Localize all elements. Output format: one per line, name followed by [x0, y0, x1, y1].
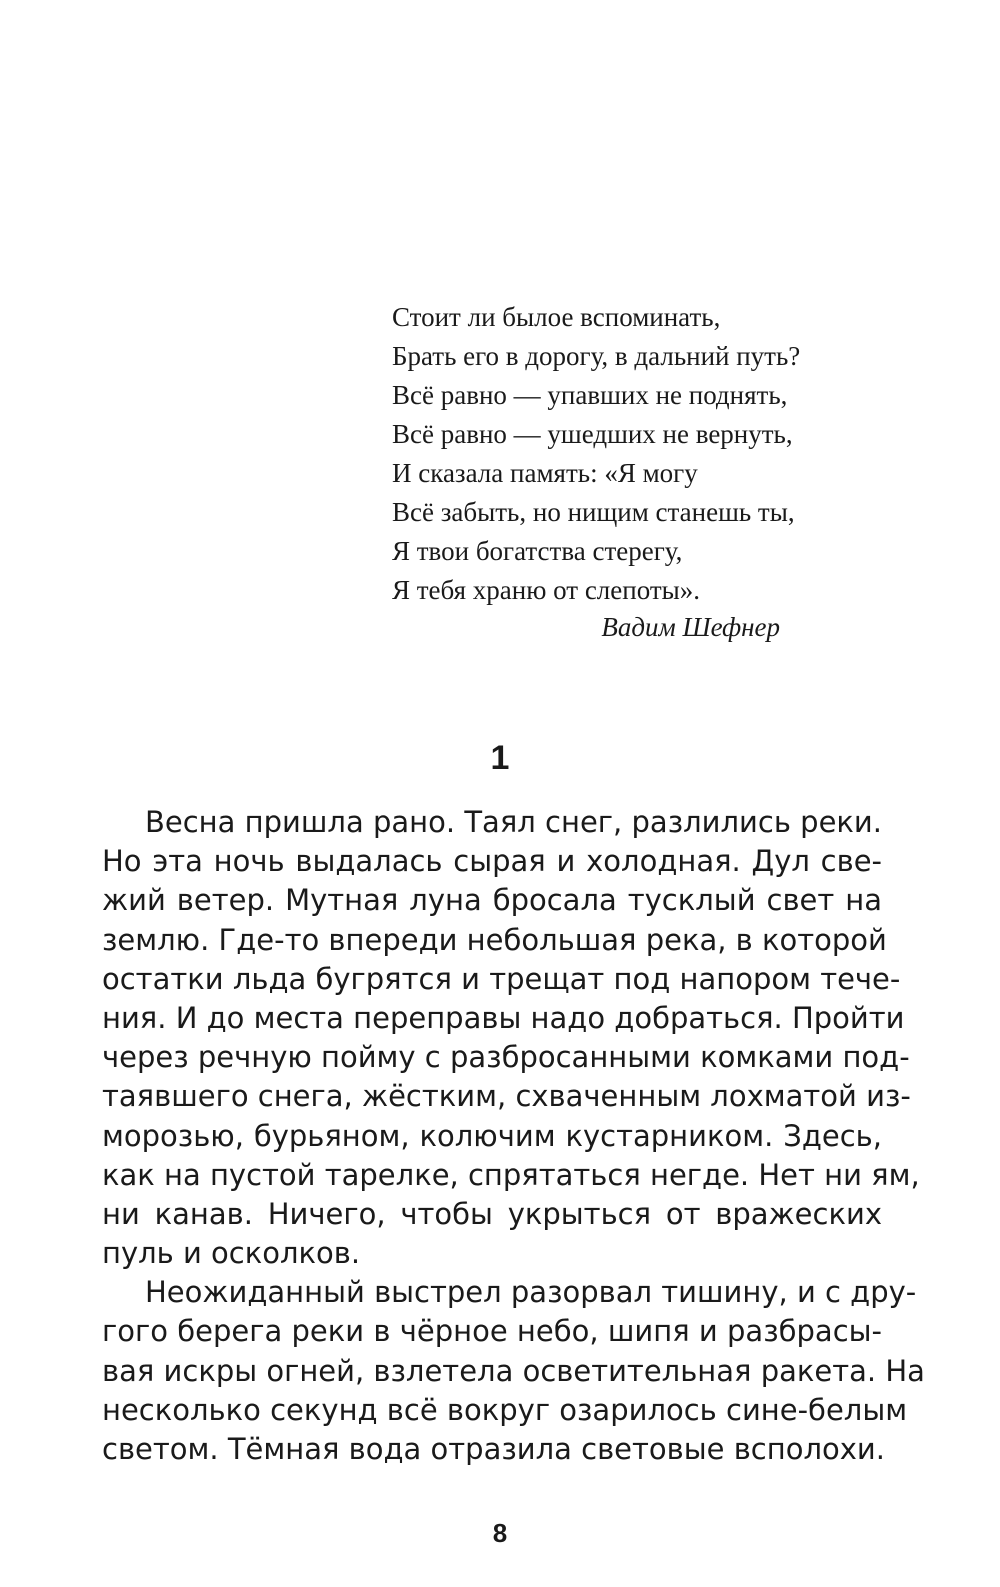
text-line: светом. Тёмная вода отразила световые всполохи. — [102, 1432, 885, 1466]
text-line: остатки льда бугрятся и трещат под напором тече- — [102, 961, 901, 996]
text-line: через речную пойму с разбросанными комками под- — [102, 1040, 910, 1075]
text-line: Но эта ночь выдалась сырая и холодная. Дул све- — [102, 844, 882, 879]
epigraph-line: Всё равно — упавших не поднять, — [392, 380, 788, 410]
text-line: ни канав. Ничего, чтобы укрыться от вражеских — [102, 1196, 882, 1231]
text-line: землю. Где-то впереди небольшая река, в которой — [102, 922, 887, 957]
text-line: вая искры огней, взлетела осветительная ракета. На — [102, 1353, 925, 1388]
epigraph-line: Брать его в дорогу, в дальний путь? — [392, 341, 801, 371]
chapter-text — [102, 803, 925, 1469]
epigraph-line: Всё равно — ушедших не вернуть, — [392, 419, 793, 449]
epigraph-line: Я тебя храню от слепоты». — [392, 575, 701, 605]
text-line: таявшего снега, жёстким, схваченным лохматой из- — [102, 1079, 911, 1114]
text-line: ния. И до места переправы надо добраться. Пройти — [102, 1000, 905, 1035]
text-line: пуль и осколков. — [102, 1236, 361, 1271]
epigraph — [392, 298, 892, 642]
text-line: гого берега реки в чёрное небо, шипя и разбрасы- — [102, 1314, 882, 1349]
text-line: морозью, бурьяном, колючим кустарником. Здесь, — [102, 1118, 882, 1153]
epigraph-line: Стоит ли былое вспоминать, — [392, 302, 721, 332]
text-line: как на пустой тарелке, спрятаться негде. Нет ни ям, — [102, 1157, 920, 1192]
epigraph-line: Всё забыть, но нищим станешь ты, — [392, 497, 795, 527]
text-line: жий ветер. Мутная луна бросала тусклый свет на — [102, 883, 882, 918]
page-number: 8 — [492, 1518, 508, 1548]
text-line: Неожиданный выстрел разорвал тишину, и с дру- — [145, 1275, 917, 1310]
chapter-number: 1 — [490, 739, 510, 777]
epigraph-line: И сказала память: «Я могу — [392, 458, 698, 488]
text-line: Весна пришла рано. Таял снег, разлились реки. — [145, 805, 882, 839]
epigraph-line: Я твои богатства стерегу, — [392, 536, 683, 566]
text-line: несколько секунд всё вокруг озарилось сине-белым — [102, 1392, 908, 1427]
epigraph-author: Вадим Шефнер — [601, 612, 780, 642]
